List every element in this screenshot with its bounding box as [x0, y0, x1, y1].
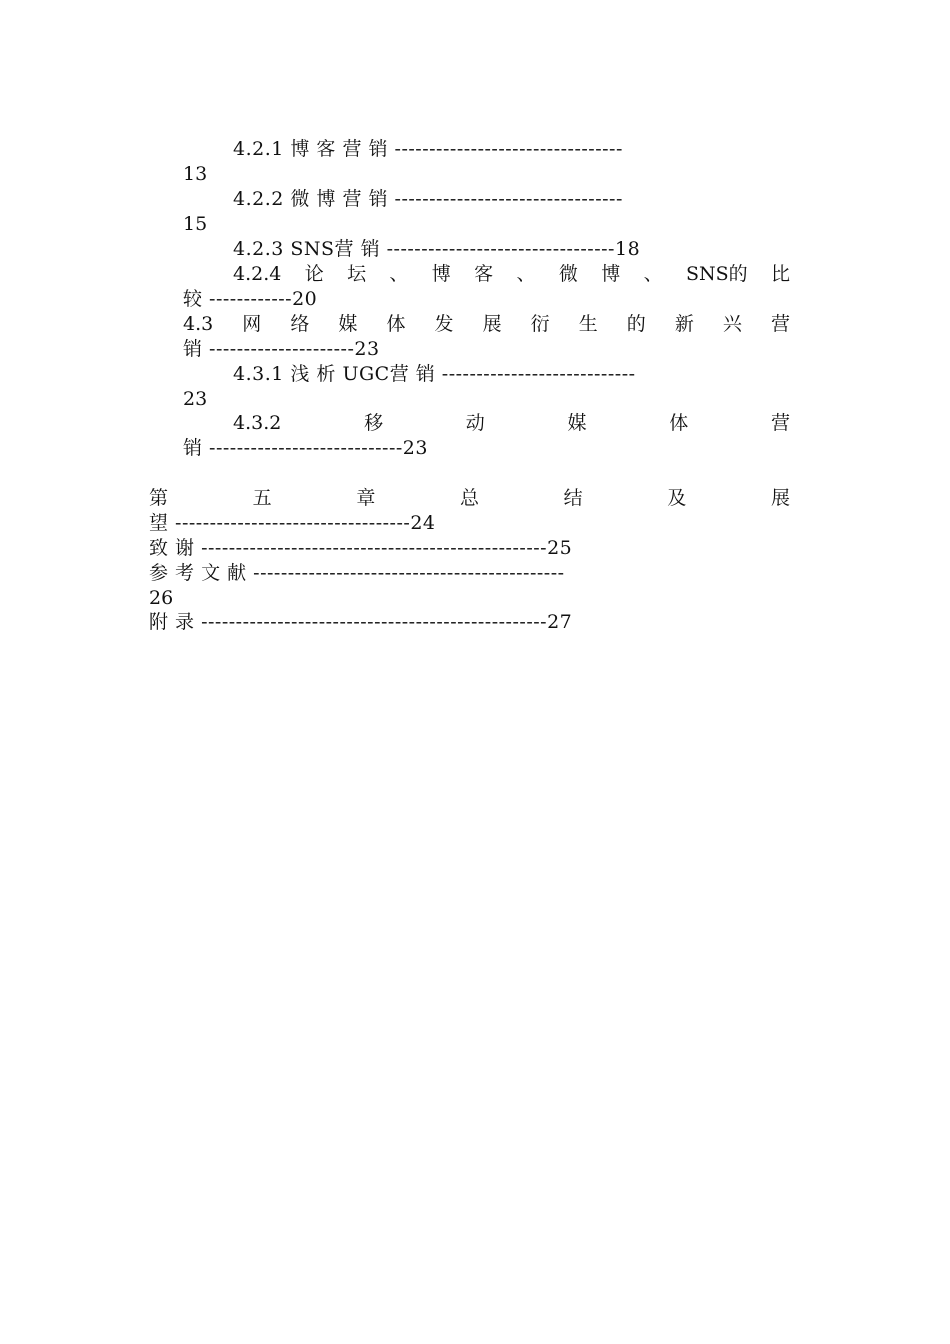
toc-word: 衍	[530, 313, 550, 335]
toc-word: 博	[601, 263, 621, 285]
toc-word: 展	[770, 487, 790, 509]
toc-word: 论	[304, 263, 324, 285]
toc-entry-4-2-2[interactable]: 4.2.2 微 博 营 销 ---------------------------------	[233, 188, 623, 210]
toc-entry-4-2-1-page: 13	[183, 163, 208, 185]
toc-entry-references-page: 26	[149, 587, 174, 609]
toc-word: 4.2.4	[233, 263, 282, 285]
toc-word: 体	[386, 313, 406, 335]
toc-word: 、	[389, 263, 409, 285]
toc-word: 媒	[567, 412, 587, 434]
toc-word: 及	[667, 487, 687, 509]
toc-word: 营	[770, 313, 790, 335]
toc-entry-acknowledgements[interactable]: 致 谢 --------------------------------------------------25	[149, 537, 573, 559]
toc-word: 4.3	[183, 313, 214, 335]
toc-word: 微	[558, 263, 578, 285]
toc-word: 移	[364, 412, 384, 434]
toc-word: 营	[770, 412, 790, 434]
toc-entry-4-3[interactable]	[183, 312, 790, 336]
toc-word: 媒	[338, 313, 358, 335]
toc-word: SNS的	[685, 263, 748, 285]
toc-word: 体	[669, 412, 689, 434]
toc-entry-4-3-1[interactable]: 4.3.1 浅 析 UGC营 销 ----------------------------	[233, 363, 636, 385]
toc-word: 新	[674, 313, 694, 335]
toc-entry-references[interactable]: 参 考 文 献 ---------------------------------------------	[149, 562, 565, 584]
toc-entry-4-2-4-cont: 较 ------------20	[183, 288, 318, 310]
toc-word: 展	[482, 313, 502, 335]
toc-entry-4-3-1-page: 23	[183, 388, 208, 410]
toc-word: 五	[252, 487, 272, 509]
toc-word: 、	[643, 263, 663, 285]
toc-entry-4-2-1[interactable]: 4.2.1 博 客 营 销 ---------------------------------	[233, 138, 623, 160]
toc-word: 动	[465, 412, 485, 434]
toc-word: 第	[149, 487, 169, 509]
toc-word: 4.3.2	[233, 412, 282, 434]
toc-word: 络	[290, 313, 310, 335]
toc-entry-4-2-2-page: 15	[183, 213, 208, 235]
toc-entry-4-3-2[interactable]	[233, 411, 790, 435]
toc-word: 兴	[722, 313, 742, 335]
toc-word: 总	[459, 487, 479, 509]
toc-entry-4-3-2-cont: 销 ----------------------------23	[183, 437, 428, 459]
toc-word: 比	[770, 263, 790, 285]
toc-entry-4-2-4[interactable]	[233, 262, 790, 286]
toc-entry-chapter-5-cont: 望 ----------------------------------24	[149, 512, 436, 534]
toc-word: 网	[242, 313, 262, 335]
toc-word: 生	[578, 313, 598, 335]
toc-word: 结	[563, 487, 583, 509]
toc-word: 章	[356, 487, 376, 509]
toc-entry-4-3-cont: 销 ---------------------23	[183, 338, 380, 360]
toc-word: 博	[431, 263, 451, 285]
toc-word: 发	[434, 313, 454, 335]
toc-entry-4-2-3[interactable]: 4.2.3 SNS营 销 ---------------------------------18	[233, 238, 641, 260]
toc-entry-appendix[interactable]: 附 录 --------------------------------------------------27	[149, 611, 573, 633]
toc-word: 的	[626, 313, 646, 335]
toc-word: 坛	[347, 263, 367, 285]
toc-word: 、	[516, 263, 536, 285]
toc-entry-chapter-5[interactable]	[149, 486, 790, 510]
toc-word: 客	[474, 263, 494, 285]
